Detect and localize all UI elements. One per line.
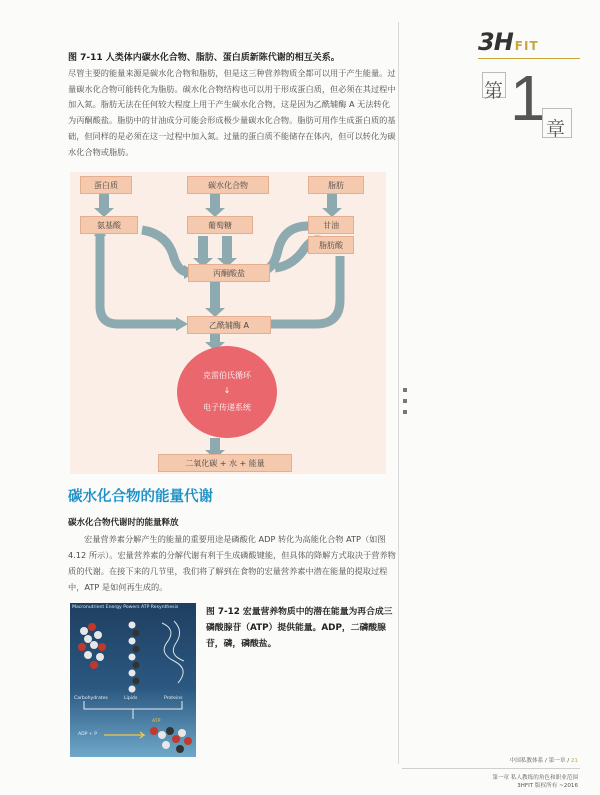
box-pyruvate: 丙酮酸盐 bbox=[188, 264, 270, 282]
chapter-prefix: 第 bbox=[484, 80, 504, 102]
box-glucose: 葡萄糖 bbox=[187, 216, 253, 234]
figure-7-11-paragraph: 尽管主要的能量来源是碳水化合物和脂肪，但是这三种营养物质全都可以用于产生能量。过量碳水化合物可能转化为脂肪。碳水化合物结构也可以用于形成蛋白质，但必须在其过程中加入氮。脂肪无法在任何较大程度上用于产生碳水化合物，这是因为乙酰辅酶 A 无法转化为丙酮酸盐。脂肪中的甘油成分可能会形成极少量碳水化合物。脂肪可用作生成蛋白质的基础，但同样的是必须在这一过程中加入氮。过量的蛋白质不能储存在体内，但可以转化为碳水化合物或脂肪。 bbox=[68, 68, 396, 157]
chapter-number: 1 bbox=[510, 62, 546, 134]
atp-molecule bbox=[150, 727, 192, 753]
footer-divider bbox=[402, 768, 580, 769]
logo-fit-text: FIT bbox=[514, 39, 539, 53]
lipid-chain bbox=[129, 622, 140, 693]
figure-7-12-caption: 图 7-12 宏量营养物质中的潜在能量为再合成三磷酸腺苷（ATP）提供能量。ADP，二磷酸腺苷，磷，磷酸盐。 bbox=[206, 607, 393, 649]
figure-7-11-caption: 图 7-11 人类体内碳水化合物、脂肪、蛋白质新陈代谢的相互关系。 bbox=[68, 53, 340, 63]
atp-label-adp: ADP + P bbox=[78, 732, 97, 737]
box-fat: 脂肪 bbox=[308, 176, 364, 194]
box-carbohydrate: 碳水化合物 bbox=[187, 176, 269, 194]
bracket-line bbox=[84, 701, 182, 719]
atp-label-proteins: Proteins bbox=[164, 696, 183, 701]
box-output: 二氧化碳 + 水 + 能量 bbox=[158, 454, 292, 472]
box-amino-acid: 氨基酸 bbox=[80, 216, 138, 234]
arrow-glucose-to-pyruvate-left bbox=[193, 236, 213, 267]
running-footer bbox=[510, 756, 578, 764]
arrow-amino-to-pyruvate bbox=[142, 230, 186, 272]
cycle-arrow-glyph: ↓ bbox=[223, 386, 231, 395]
atp-image-title: Macronutrient Energy Powers ATP Resynthesis bbox=[72, 605, 179, 610]
chapter-suffix: 章 bbox=[546, 118, 566, 140]
metabolism-diagram bbox=[70, 172, 386, 474]
adp-atp-arrow bbox=[104, 732, 144, 738]
box-fatty-acid: 脂肪酸 bbox=[308, 236, 354, 254]
atp-resynthesis-image bbox=[70, 603, 196, 757]
page-number: 21 bbox=[570, 758, 578, 764]
arrow-fat-to-glycerol bbox=[322, 194, 342, 217]
arrow-protein-to-amino bbox=[94, 194, 114, 217]
brand-logo bbox=[478, 28, 539, 56]
section-paragraph: 宏量营养素分解产生的能量的重要用途是磷酸化 ADP 转化为高能化合物 ATP（如图 4.12 所示）。宏量营养素的分解代谢有利于生成磷酸键能，但具体的降解方式取决于营养物质的代谢。在接下来的几节里，我们将了解到在食物的宏量营养素中潜在能量的提取过程中，ATP 是如何再生成的。 bbox=[68, 534, 396, 592]
carbohydrate-molecule bbox=[78, 623, 106, 669]
vertical-divider bbox=[398, 22, 399, 764]
krebs-cycle-circle bbox=[177, 346, 277, 438]
arrow-glucose-to-pyruvate-right bbox=[217, 236, 237, 267]
atp-label-carbohydrates: Carbohydrates bbox=[74, 696, 108, 701]
arrow-pyruvate-to-acetyl bbox=[205, 282, 225, 317]
box-glycerol: 甘油 bbox=[308, 216, 354, 234]
box-acetyl-coa: 乙酰辅酶 A bbox=[187, 316, 271, 334]
atp-label-lipids: Lipids bbox=[124, 696, 138, 701]
side-marker bbox=[403, 388, 409, 421]
logo-underline bbox=[478, 58, 580, 59]
chapter-tab bbox=[476, 62, 580, 150]
logo-main-text: 3H bbox=[478, 28, 513, 56]
protein-strand bbox=[162, 621, 184, 683]
section-title: 碳水化合物的能量代谢 bbox=[68, 489, 213, 505]
krebs-cycle-label: 克雷伯氏循环 bbox=[203, 371, 251, 380]
section-subtitle: 碳水化合物代谢时的能量释放 bbox=[68, 518, 179, 528]
electron-transport-label: 电子传递系统 bbox=[203, 403, 251, 412]
atp-label-atp: ATP bbox=[152, 719, 161, 724]
footer-copyright: 3HFIT 版权所有 ~2016 bbox=[517, 783, 578, 789]
arrow-carb-to-glucose bbox=[205, 194, 225, 217]
running-title: 中国私教体系 / 第一章 / bbox=[509, 758, 570, 764]
footer-chapter-line: 第一章 私人教练的角色和职业范围 bbox=[492, 775, 578, 781]
box-protein: 蛋白质 bbox=[80, 176, 132, 194]
